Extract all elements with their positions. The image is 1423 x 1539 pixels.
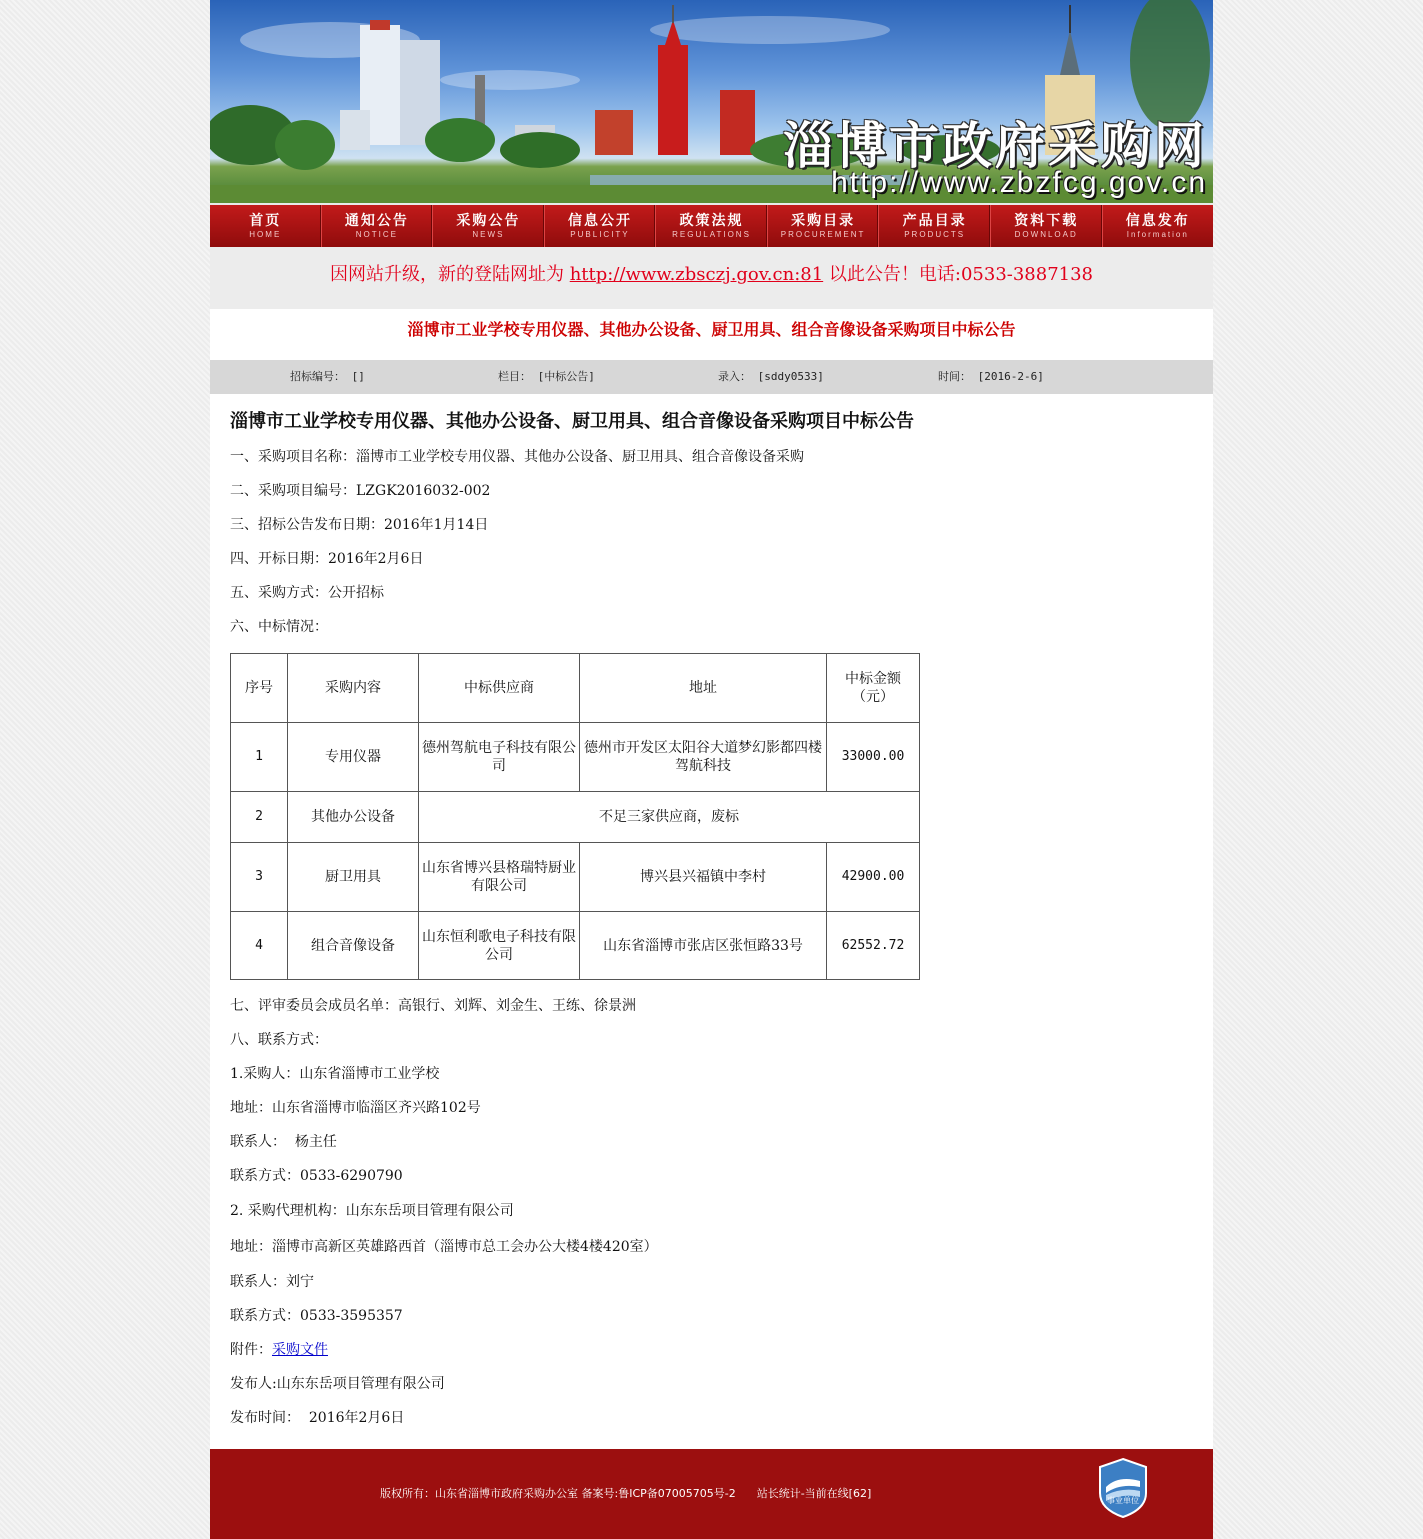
table-header: 中标供应商 [419, 654, 580, 723]
badge-label: 事业单位 [1107, 1496, 1139, 1505]
nav-label: 采购目录 [791, 212, 856, 229]
nav-sublabel: NEWS [472, 229, 505, 239]
article-meta-bar [210, 360, 1213, 394]
award-section-title: 六、中标情况： [230, 619, 328, 635]
table-header-row [231, 654, 920, 723]
table-cell: 62552.72 [827, 912, 920, 980]
page-title: 淄博市工业学校专用仪器、其他办公设备、厨卫用具、组合音像设备采购项目中标公告 [407, 320, 1016, 339]
table-cell: 33000.00 [827, 723, 920, 792]
table-cell: 专用仪器 [288, 723, 419, 792]
site-url: http://www.zbzfcg.gov.cn [831, 166, 1207, 199]
table-header: 序号 [231, 654, 288, 723]
copyright-text: 版权所有：山东省淄博市政府采购办公室 备案号:鲁ICP备07005705号-2 站长统计-当前在线[62] [380, 1487, 872, 1500]
site-title: 淄博市政府采购网 [783, 116, 1207, 175]
table-row [231, 912, 920, 980]
attachment [230, 1333, 1190, 1367]
table-cell: 组合音像设备 [288, 912, 419, 980]
entered-by: 录入： [sddy0533] [718, 370, 824, 383]
nav-label: 信息发布 [1125, 212, 1190, 229]
institution-badge[interactable] [1098, 1457, 1148, 1519]
table-cell: 1 [231, 723, 288, 792]
project-number: 二、采购项目编号：LZGK2016032-002 [230, 483, 491, 499]
nav-regulations[interactable] [656, 205, 768, 247]
publish-date: 发布时间： 2016年2月6日 [230, 1410, 405, 1426]
nav-label: 信息公开 [567, 212, 632, 229]
procure-method: 五、采购方式：公开招标 [230, 585, 384, 601]
nav-sublabel: REGULATIONS [672, 229, 751, 239]
bid-number: 招标编号： [] [290, 370, 365, 383]
nav-label: 通知公告 [344, 212, 409, 229]
table-cell: 4 [231, 912, 288, 980]
contact-section-title: 八、联系方式： [230, 1032, 328, 1048]
site-banner [210, 0, 1213, 203]
site-footer [210, 1449, 1213, 1539]
table-cell: 山东省淄博市张店区张恒路33号 [580, 912, 827, 980]
table-cell: 山东省博兴县格瑞特厨业有限公司 [419, 843, 580, 912]
nav-label: 产品目录 [902, 212, 967, 229]
article-body [230, 404, 1190, 1435]
nav-procurement[interactable] [768, 205, 880, 247]
table-cell: 德州市开发区太阳谷大道梦幻影都四楼驾航科技 [580, 723, 827, 792]
attachment-link[interactable]: 采购文件 [272, 1342, 328, 1358]
committee-members: 七、评审委员会成员名单：高银行、刘辉、刘金生、王练、徐景洲 [230, 998, 636, 1014]
purchaser-phone: 联系方式：0533-6290790 [230, 1168, 403, 1184]
nav-download[interactable] [991, 205, 1103, 247]
upgrade-notice [210, 247, 1213, 309]
project-name: 一、采购项目名称：淄博市工业学校专用仪器、其他办公设备、厨卫用具、组合音像设备采购 [230, 449, 804, 465]
nav-label: 政策法规 [679, 212, 744, 229]
agency: 2. 采购代理机构：山东东岳项目管理有限公司 [230, 1203, 514, 1219]
nav-sublabel: HOME [249, 229, 282, 239]
nav-sublabel: Information [1126, 229, 1189, 239]
nav-sublabel: PUBLICITY [570, 229, 630, 239]
table-cell: 博兴县兴福镇中李村 [580, 843, 827, 912]
nav-sublabel: PRODUCTS [904, 229, 966, 239]
table-cell: 3 [231, 843, 288, 912]
agency-contact: 联系人：刘宁 [230, 1274, 314, 1290]
table-cell: 42900.00 [827, 843, 920, 912]
purchaser-address: 地址：山东省淄博市临淄区齐兴路102号 [230, 1100, 481, 1116]
nav-notice[interactable] [322, 205, 434, 247]
nav-sublabel: DOWNLOAD [1014, 229, 1078, 239]
nav-sublabel: PROCUREMENT [780, 229, 866, 239]
table-cell: 厨卫用具 [288, 843, 419, 912]
open-date: 四、开标日期：2016年2月6日 [230, 551, 424, 567]
notice-text-after: 以此公告！电话:0533-3887138 [823, 264, 1094, 285]
attachment-label: 附件： [230, 1342, 272, 1358]
award-table [230, 653, 920, 980]
nav-sublabel: NOTICE [355, 229, 398, 239]
agency-address: 地址：淄博市高新区英雄路西首（淄博市总工会办公大楼4楼420室） [230, 1239, 658, 1255]
article-heading: 淄博市工业学校专用仪器、其他办公设备、厨卫用具、组合音像设备采购项目中标公告 [230, 411, 914, 432]
announce-date: 三、招标公告发布日期：2016年1月14日 [230, 517, 489, 533]
new-login-link[interactable]: http://www.zbsczj.gov.cn:81 [569, 264, 824, 285]
table-row [231, 792, 920, 843]
nav-label: 采购公告 [456, 212, 521, 229]
nav-publicity[interactable] [545, 205, 657, 247]
column-label: 栏目： [中标公告] [498, 370, 595, 383]
publish-time: 时间： [2016-2-6] [938, 370, 1044, 383]
table-header: 中标金额 （元） [827, 654, 920, 723]
table-header: 采购内容 [288, 654, 419, 723]
table-row [231, 843, 920, 912]
main-nav [210, 203, 1213, 247]
purchaser-contact: 联系人： 杨主任 [230, 1134, 337, 1150]
table-cell-merged: 不足三家供应商，废标 [419, 792, 920, 843]
publisher: 发布人:山东东岳项目管理有限公司 [230, 1376, 445, 1392]
table-header: 地址 [580, 654, 827, 723]
agency-phone: 联系方式：0533-3595357 [230, 1308, 403, 1324]
page-container [210, 0, 1213, 1539]
nav-label: 资料下载 [1014, 212, 1079, 229]
notice-text: 因网站升级，新的登陆网址为 [329, 264, 570, 285]
table-cell: 其他办公设备 [288, 792, 419, 843]
shield-icon [1098, 1457, 1148, 1519]
nav-information[interactable] [1103, 205, 1214, 247]
purchaser: 1.采购人：山东省淄博市工业学校 [230, 1066, 440, 1082]
table-cell: 德州驾航电子科技有限公司 [419, 723, 580, 792]
nav-products[interactable] [879, 205, 991, 247]
table-cell: 山东恒利歌电子科技有限公司 [419, 912, 580, 980]
nav-label: 首页 [249, 212, 282, 229]
table-cell: 2 [231, 792, 288, 843]
nav-home[interactable] [210, 205, 322, 247]
nav-news[interactable] [433, 205, 545, 247]
table-row [231, 723, 920, 792]
